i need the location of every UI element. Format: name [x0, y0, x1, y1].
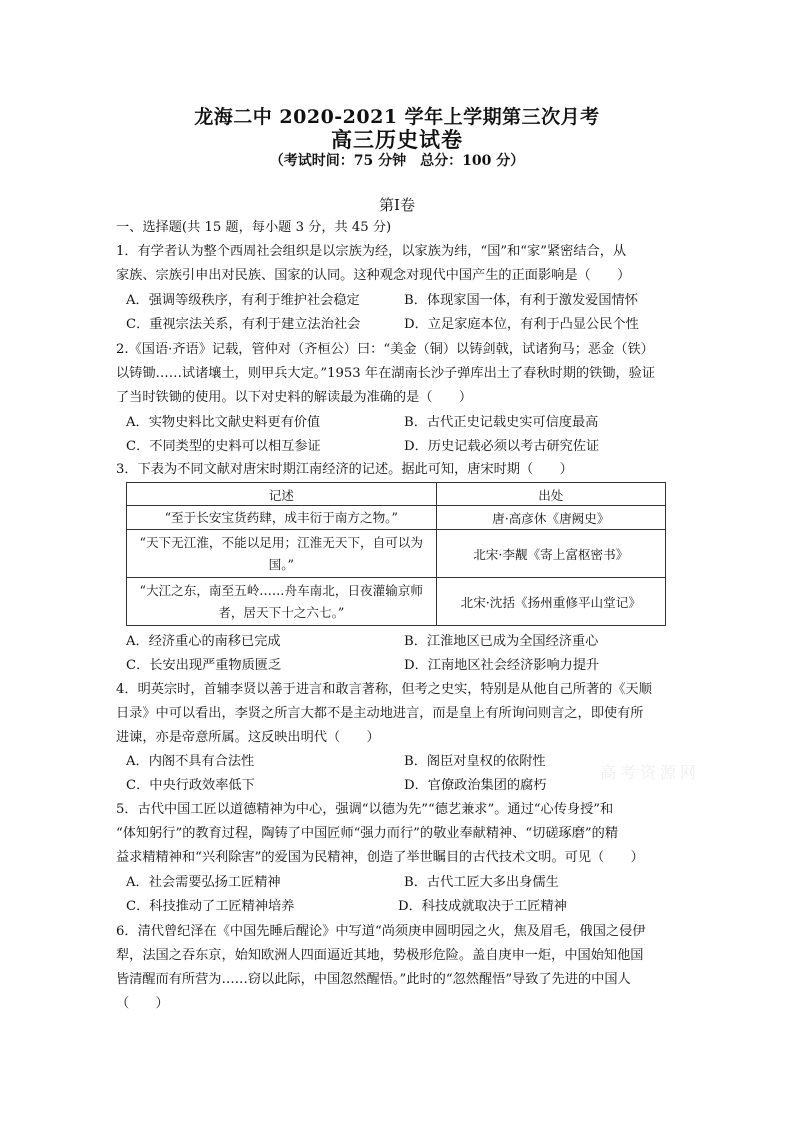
q1-stem-line-1: 1．有学者认为整个西周社会组织是以宗族为经，以家族为纬，“国”和“家”紧密结合，从 [116, 244, 627, 259]
table-row [127, 530, 666, 578]
section-heading: 一、选择题(共 15 题，每小题 3 分，共 45 分) [116, 220, 392, 235]
q4-stem-line-1: 4．明英宗时，首辅李贤以善于进言和敢言著称，但考之史实，特别是从他自己所著的《天顺 [116, 682, 652, 697]
q5-option-b[interactable]: B．古代工匠大多出身儒生 [404, 875, 559, 890]
q4-stem-line-3: 进谏，亦是帝意所属。这反映出明代（ ） [116, 730, 380, 745]
q2-option-b[interactable]: B．古代正史记载史实可信度最高 [404, 415, 599, 430]
q4-option-b[interactable]: B．阁臣对皇权的依附性 [404, 754, 546, 769]
q2-stem-line-1: 2.《国语·齐语》记载，管仲对（齐桓公）曰：“美金（铜）以铸剑戟，试诸狗马；恶金（铁） [116, 342, 654, 357]
exam-info: （考试时间：75 分钟 总分：100 分） [269, 153, 525, 169]
q1-option-d[interactable]: D．立足家庭本位，有利于凸显公民个性 [404, 317, 639, 332]
q1-option-c[interactable]: C．重视宗法关系，有利于建立法治社会 [126, 317, 361, 332]
q3-option-d[interactable]: D．江南地区社会经济影响力提升 [404, 658, 600, 673]
table-cell-record: “大江之东，南至五岭……舟车南北，日夜灌输京师者，居天下十之六七。” [127, 578, 437, 626]
q2-stem-line-3: 了当时铁锄的使用。以下对史料的解读最为准确的是（ ） [116, 390, 473, 405]
q2-option-c[interactable]: C．不同类型的史料可以相互参证 [126, 439, 321, 454]
q5-option-a[interactable]: A．社会需要弘扬工匠精神 [126, 875, 281, 890]
watermark: 高考资源网 [600, 763, 701, 782]
q3-option-b[interactable]: B．江淮地区已成为全国经济重心 [404, 634, 599, 649]
q6-stem-line-4: （ ） [116, 996, 169, 1011]
q2-option-a[interactable]: A．实物史料比文献史料更有价值 [126, 415, 321, 430]
table-row [127, 506, 666, 530]
q4-option-d[interactable]: D．官僚政治集团的腐朽 [404, 778, 547, 793]
table-cell-record: “至于长安宝货药肆，成丰衍于南方之物。” [127, 506, 437, 530]
q2-stem-line-2: 以铸锄……试诸壤土，则甲兵大定。”1953 年在湖南长沙子弹库出土了春秋时期的铁锄，验证 [116, 366, 656, 381]
q5-stem-line-3: 益求精精神和“兴利除害”的爱国为民精神，创造了举世瞩目的古代技术文明。可见（ ） [116, 850, 644, 865]
table-header-record: 记述 [127, 483, 437, 506]
q3-stem-line-1: 3．下表为不同文献对唐宋时期江南经济的记述。据此可知，唐宋时期（ ） [116, 462, 573, 477]
table-cell-source: 唐·高彦休《唐阙史》 [436, 506, 665, 530]
q5-stem-line-1: 5．古代中国工匠以道德精神为中心，强调“以德为先”“德艺兼求”。通过“心传身授”和 [116, 802, 614, 817]
q3-table [126, 482, 666, 626]
q6-stem-line-2: 犁，法国之吞东京，始知欧洲人四面逼近其地，势极形危险。盖自庚申一炬，中国始知他国 [116, 948, 644, 963]
q4-option-a[interactable]: A．内阁不具有合法性 [126, 754, 255, 769]
q2-option-d[interactable]: D．历史记载必须以考古研究佐证 [404, 439, 600, 454]
q5-option-d[interactable]: D．科技成就取决于工匠精神 [398, 899, 567, 914]
q5-option-c[interactable]: C．科技推动了工匠精神培养 [126, 899, 295, 914]
q5-stem-line-2: “体知躬行”的教育过程，陶铸了中国匠师“强力而行”的敬业奉献精神、“切磋琢磨”的精 [116, 826, 619, 841]
q4-stem-line-2: 日录》中可以看出，李贤之所言大都不是主动地进言，而是皇上有所询问则言之，即使有所 [116, 706, 644, 721]
q1-option-b[interactable]: B．体现家国一体，有利于激发爱国情怀 [404, 293, 638, 308]
table-cell-record: “天下无江淮，不能以足用；江淮无天下，自可以为国。” [127, 530, 437, 578]
q6-stem-line-3: 皆清醒而有所营为……窃以此际，中国忽然醒悟。”此时的“忽然醒悟”导致了先进的中国人 [116, 972, 631, 987]
exam-title: 龙海二中 2020-2021 学年上学期第三次月考 [194, 106, 600, 128]
table-row [127, 578, 666, 626]
volume-heading: 第Ⅰ卷 [379, 196, 415, 214]
exam-subtitle: 高三历史试卷 [331, 127, 463, 152]
q1-stem-line-2: 家族、宗族引申出对民族、国家的认同。这种观念对现代中国产生的正面影响是（ ） [116, 268, 631, 283]
q1-option-a[interactable]: A．强调等级秩序，有利于维护社会稳定 [126, 293, 360, 308]
table-cell-source: 北宋·李觏《寄上富枢密书》 [436, 530, 665, 578]
q3-option-a[interactable]: A．经济重心的南移已完成 [126, 634, 281, 649]
q6-stem-line-1: 6．清代曾纪泽在《中国先睡后醒论》中写道“尚须庚申圆明园之火，焦及眉毛，俄国之侵伊 [116, 924, 646, 939]
q4-option-c[interactable]: C．中央行政效率低下 [126, 778, 255, 793]
q3-option-c[interactable]: C．长安出现严重物质匮乏 [126, 658, 282, 673]
table-cell-source: 北宋·沈括《扬州重修平山堂记》 [436, 578, 665, 626]
table-header-row [127, 483, 666, 506]
table-header-source: 出处 [436, 483, 665, 506]
